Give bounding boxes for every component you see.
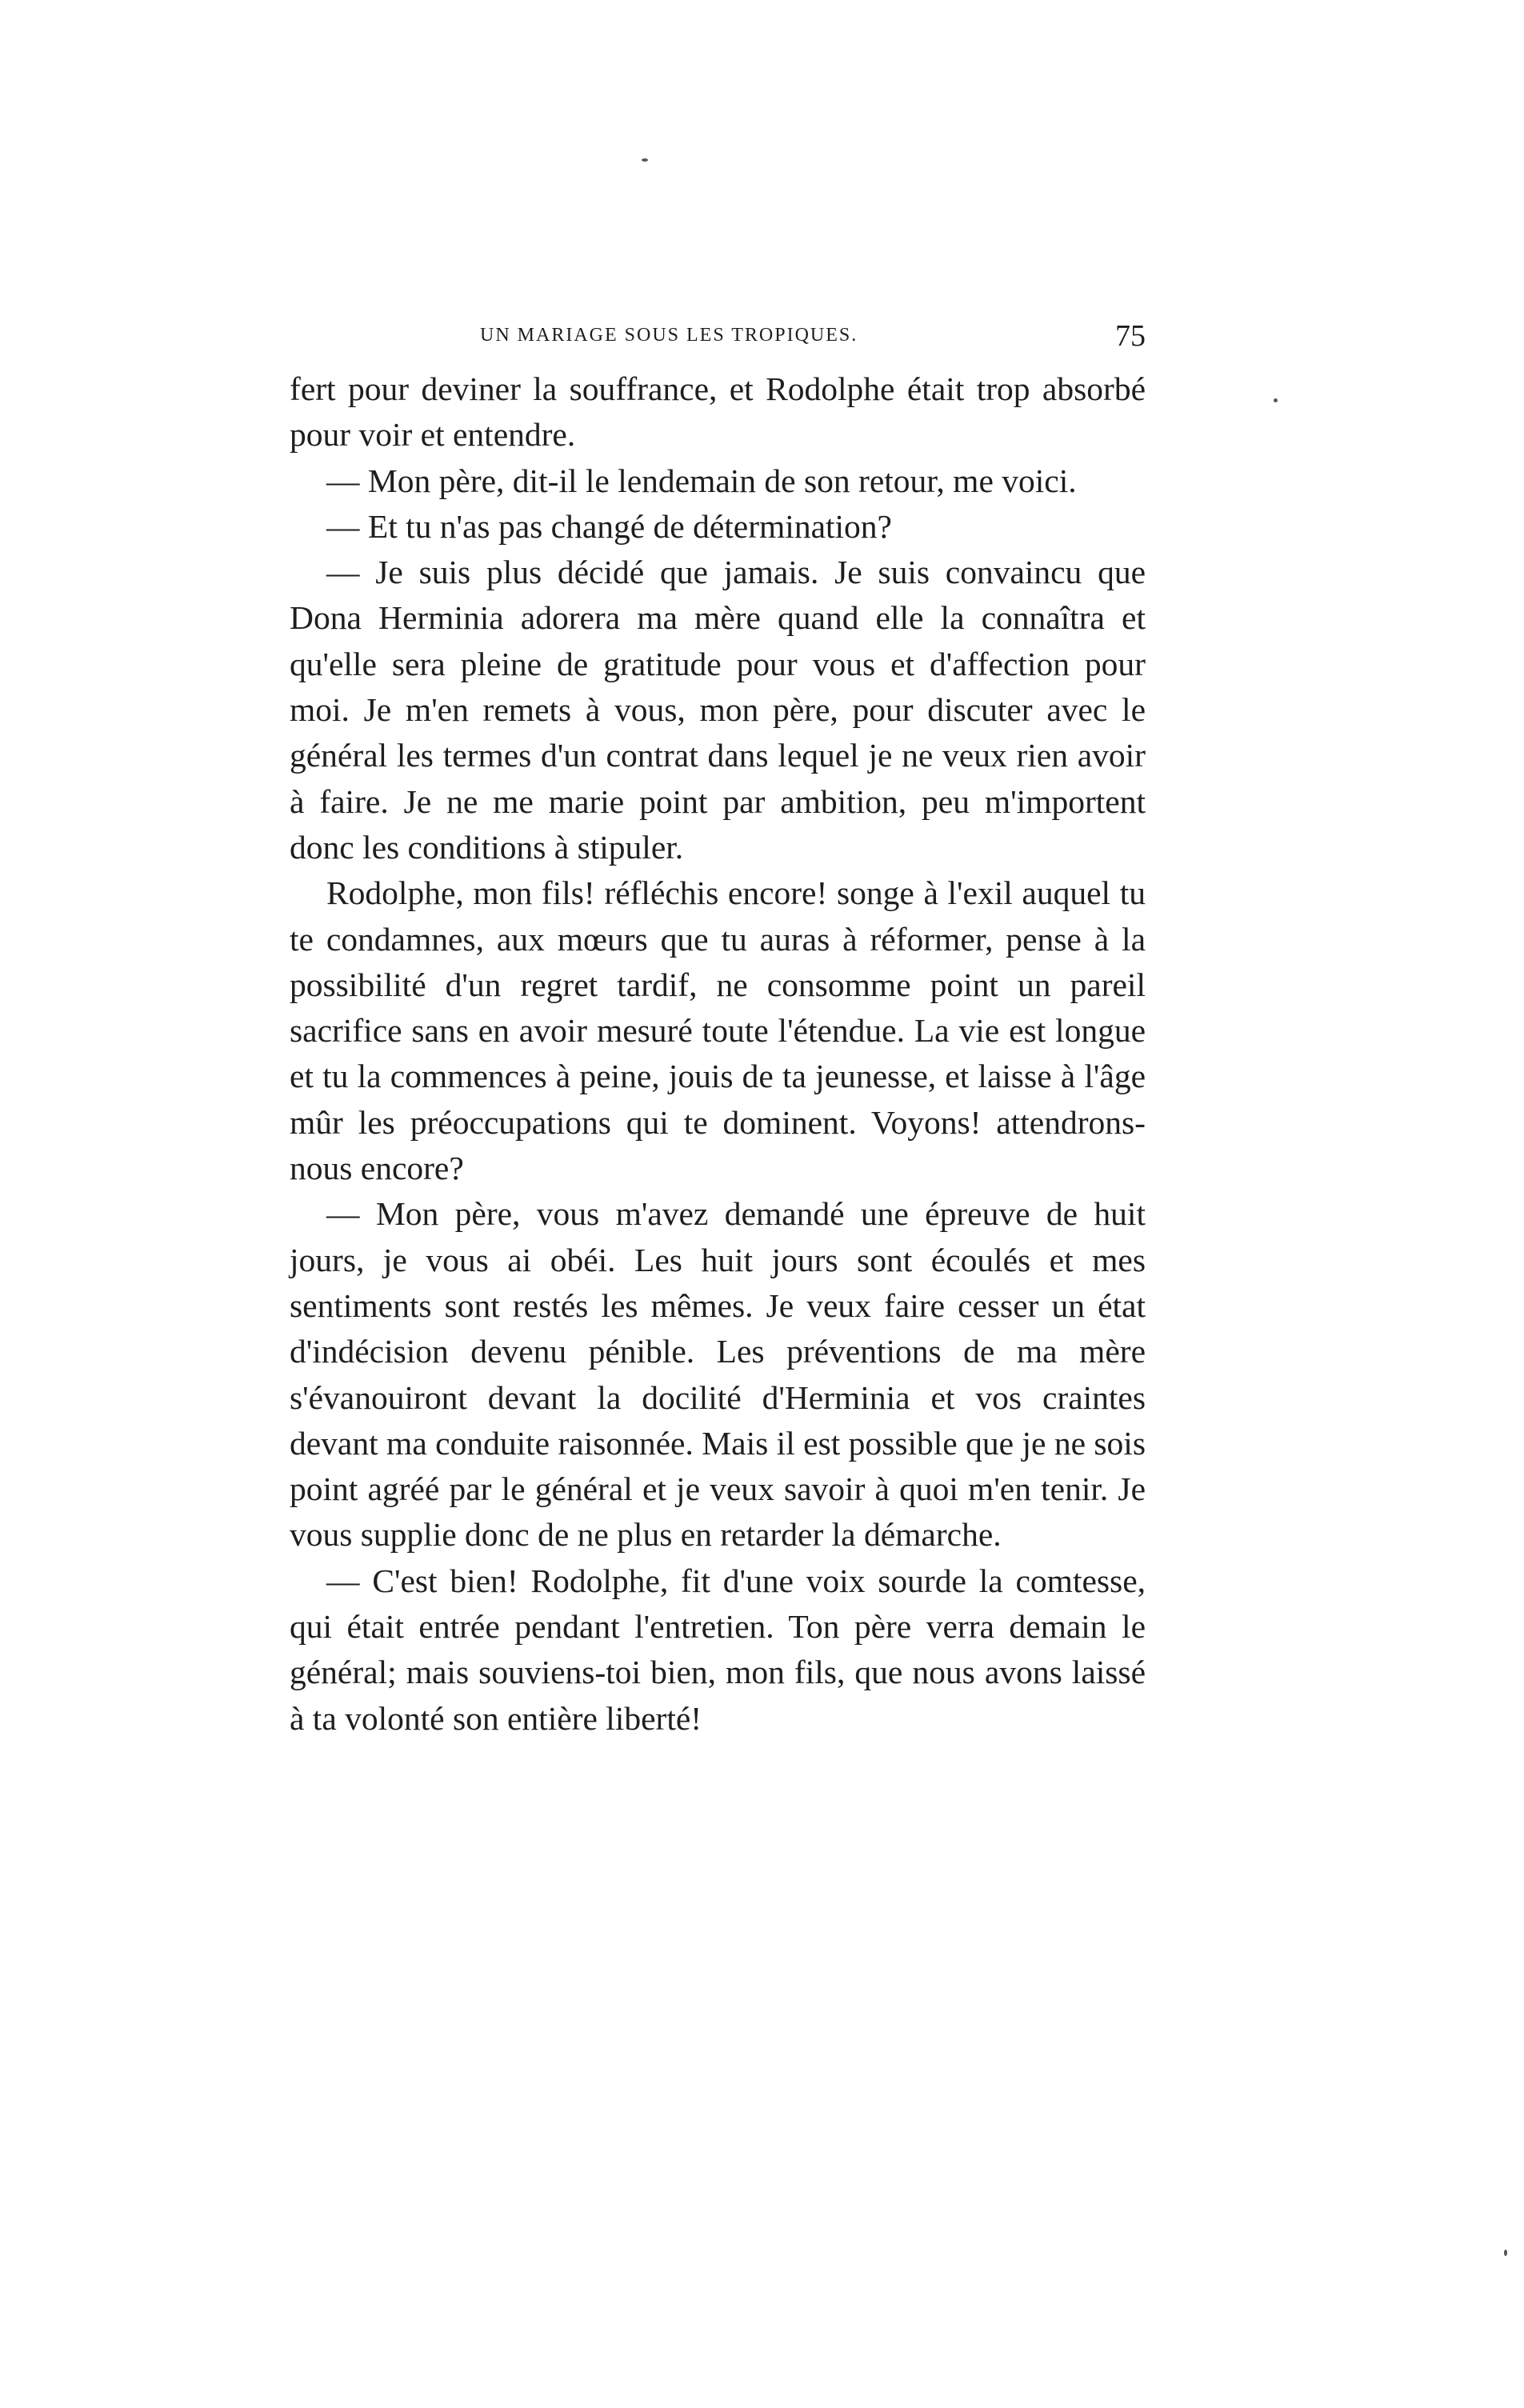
paragraph: — Et tu n'as pas changé de détermination? [326, 507, 892, 545]
paragraph: fert pour deviner la souffrance, et Rodolphe était trop absorbé pour voir et entendre. [290, 370, 1146, 454]
page-number: 75 [1115, 319, 1146, 353]
ink-speck [1504, 2250, 1507, 2256]
paragraph: — Je suis plus décidé que jamais. Je suis convaincu que Dona Herminia adorera ma mère quand elle la connaîtra et qu'elle sera pleine de gratitude pour vous et d'affection pour moi. Je m'en remets à vous, mon père, pour discuter avec le général les termes d'un contrat dans lequel je ne veux rien avoir à faire. Je ne me marie point par ambition, peu m'importent donc les conditions à stipuler. [290, 554, 1146, 866]
paragraph: — Mon père, vous m'avez demandé une épreuve de huit jours, je vous ai obéi. Les huit jours sont écoulés et mes sentiments sont restés les mêmes. Je veux faire cesser un état d'indécision devenu pénible. Les préventions de ma mère s'évanouiront devant la docilité d'Herminia et vos craintes devant ma conduite raisonnée. Mais il est possible que je ne sois point agréé par le général et je veux savoir à quoi m'en tenir. Je vous supplie donc de ne plus en retarder la démarche. [290, 1195, 1146, 1554]
ink-speck [1274, 398, 1278, 402]
paragraph: — C'est bien! Rodolphe, fit d'une voix sourde la comtesse, qui était entrée pendant l'entretien. Ton père verra demain le général; mais souviens-toi bien, mon fils, que nous avons laissé à ta volonté son entière liberté! [290, 1562, 1146, 1737]
ink-speck [642, 158, 648, 162]
paragraph: — Mon père, dit-il le lendemain de son retour, me voici. [326, 462, 1077, 499]
body-text [290, 366, 1146, 1742]
running-title: UN MARIAGE SOUS LES TROPIQUES. [480, 325, 858, 346]
running-head [290, 318, 1146, 353]
paragraph: Rodolphe, mon fils! réfléchis encore! songe à l'exil auquel tu te condamnes, aux mœurs que tu auras à réformer, pense à la possibilité d'un regret tardif, ne consomme point un pareil sacrifice sans en avoir mesuré toute l'étendue. La vie est longue et tu la commences à peine, jouis de ta jeunesse, et laisse à l'âge mûr les préoccupations qui te dominent. Voyons! attendrons-nous encore? [290, 874, 1146, 1187]
